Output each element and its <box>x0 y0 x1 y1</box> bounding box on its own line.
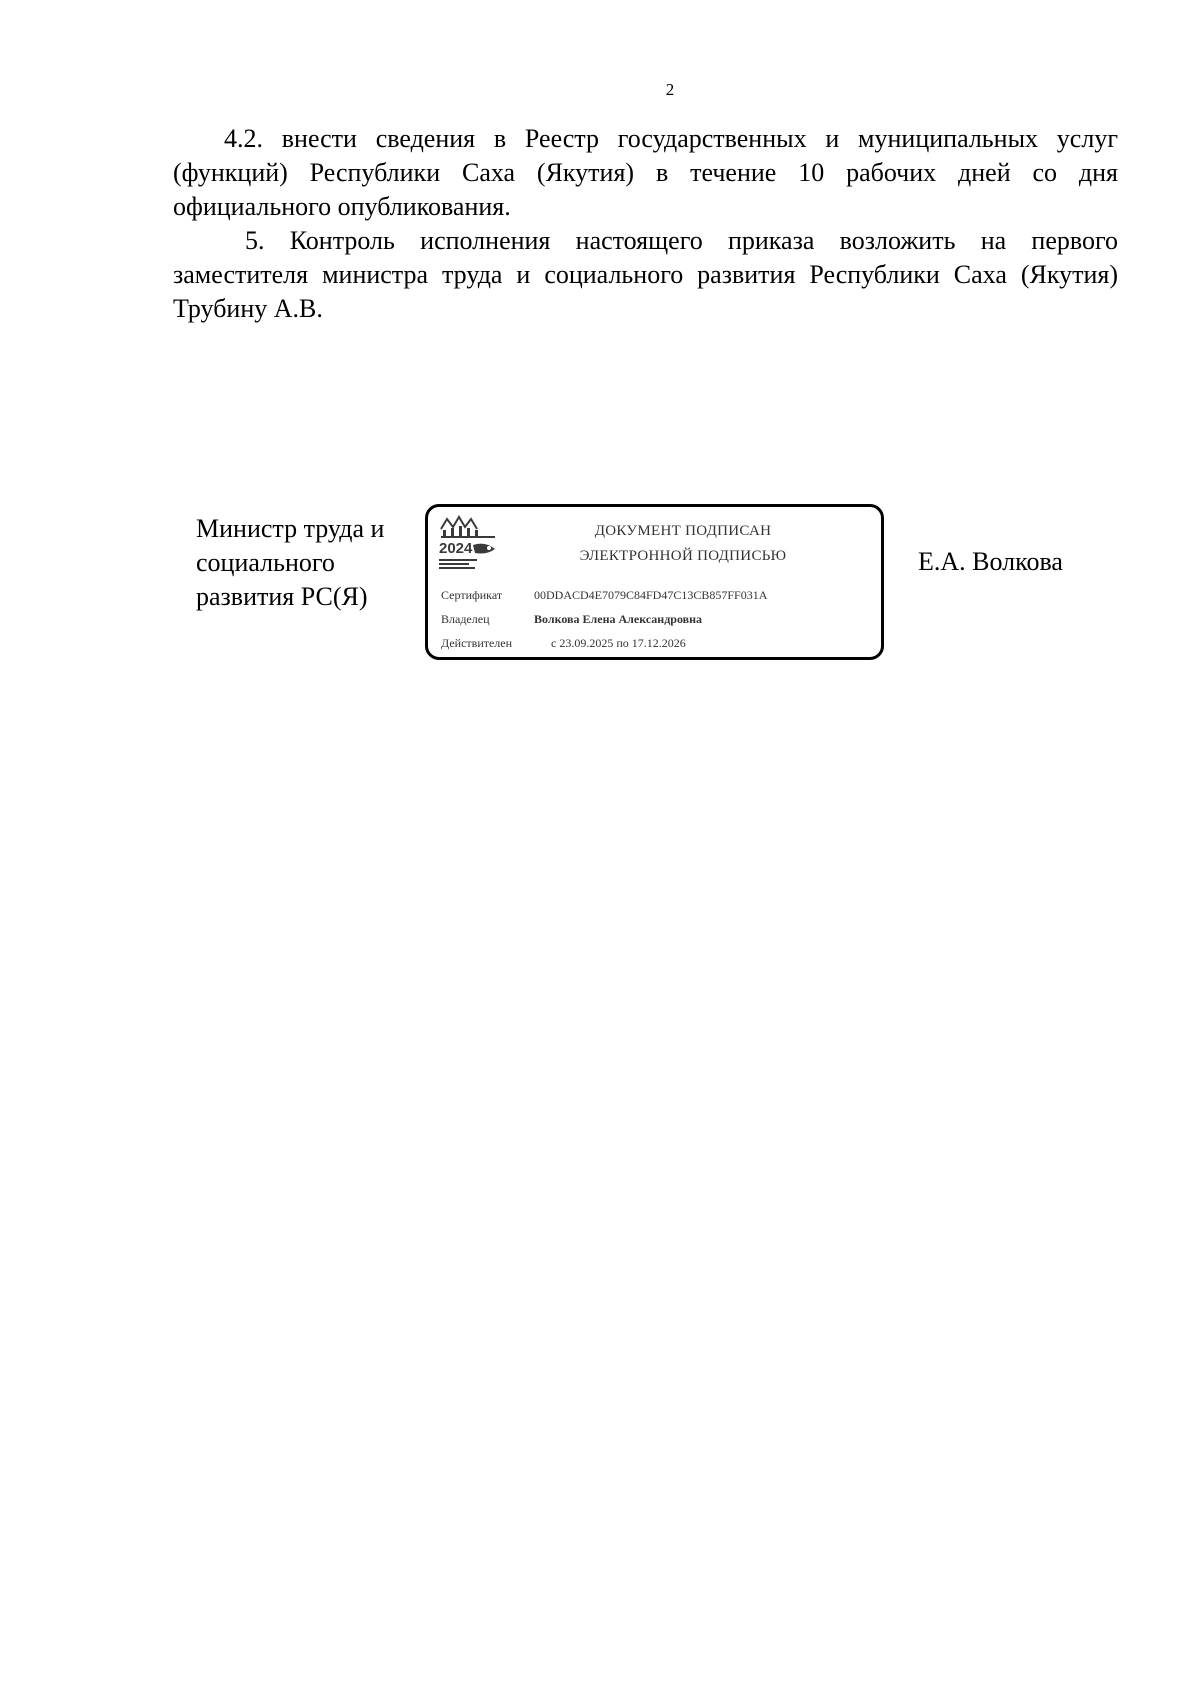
stamp-validity-row <box>441 635 686 651</box>
stamp-title-line: ЭЛЕКТРОННОЙ ПОДПИСЬЮ <box>579 548 787 564</box>
page-number: 2 <box>665 80 675 99</box>
paragraph-4-2: 4.2. внести сведения в Реестр государственных и муниципальных услуг (функций) Республики Саха (Якутия) в течение 10 рабочих дней со дня официального опубликования. <box>173 124 1118 221</box>
validity-value: с 23.09.2025 по 17.12.2026 <box>551 636 686 650</box>
electronic-signature-stamp <box>425 504 884 660</box>
paragraph-5: 5. Контроль исполнения настоящего приказа возложить на первого заместителя министра труда и социального развития Республики Саха (Якутия) Трубину А.В. <box>173 226 1118 323</box>
svg-text:2024: 2024 <box>439 540 473 557</box>
certificate-label: Сертификат <box>441 588 503 602</box>
signer-position-line: Министр труда и <box>196 514 385 543</box>
validity-label: Действителен <box>441 636 513 650</box>
owner-value: Волкова Елена Александровна <box>534 612 703 626</box>
certificate-value: 00DDACD4E7079C84FD47C13CB857FF031A <box>534 588 768 602</box>
stamp-certificate-row <box>441 587 767 603</box>
stamp-title <box>518 519 848 569</box>
signer-position <box>196 512 426 614</box>
owner-label: Владелец <box>441 612 490 626</box>
stamp-title-line: ДОКУМЕНТ ПОДПИСАН <box>594 523 772 539</box>
stamp-owner-row <box>441 611 702 627</box>
signer-name: Е.А. Волкова <box>918 547 1063 576</box>
signer-position-line: развития РС(Я) <box>196 582 368 611</box>
document-body <box>173 122 1118 326</box>
coat-of-arms-emblem-icon <box>437 515 499 571</box>
signer-position-line: социального <box>196 548 335 577</box>
